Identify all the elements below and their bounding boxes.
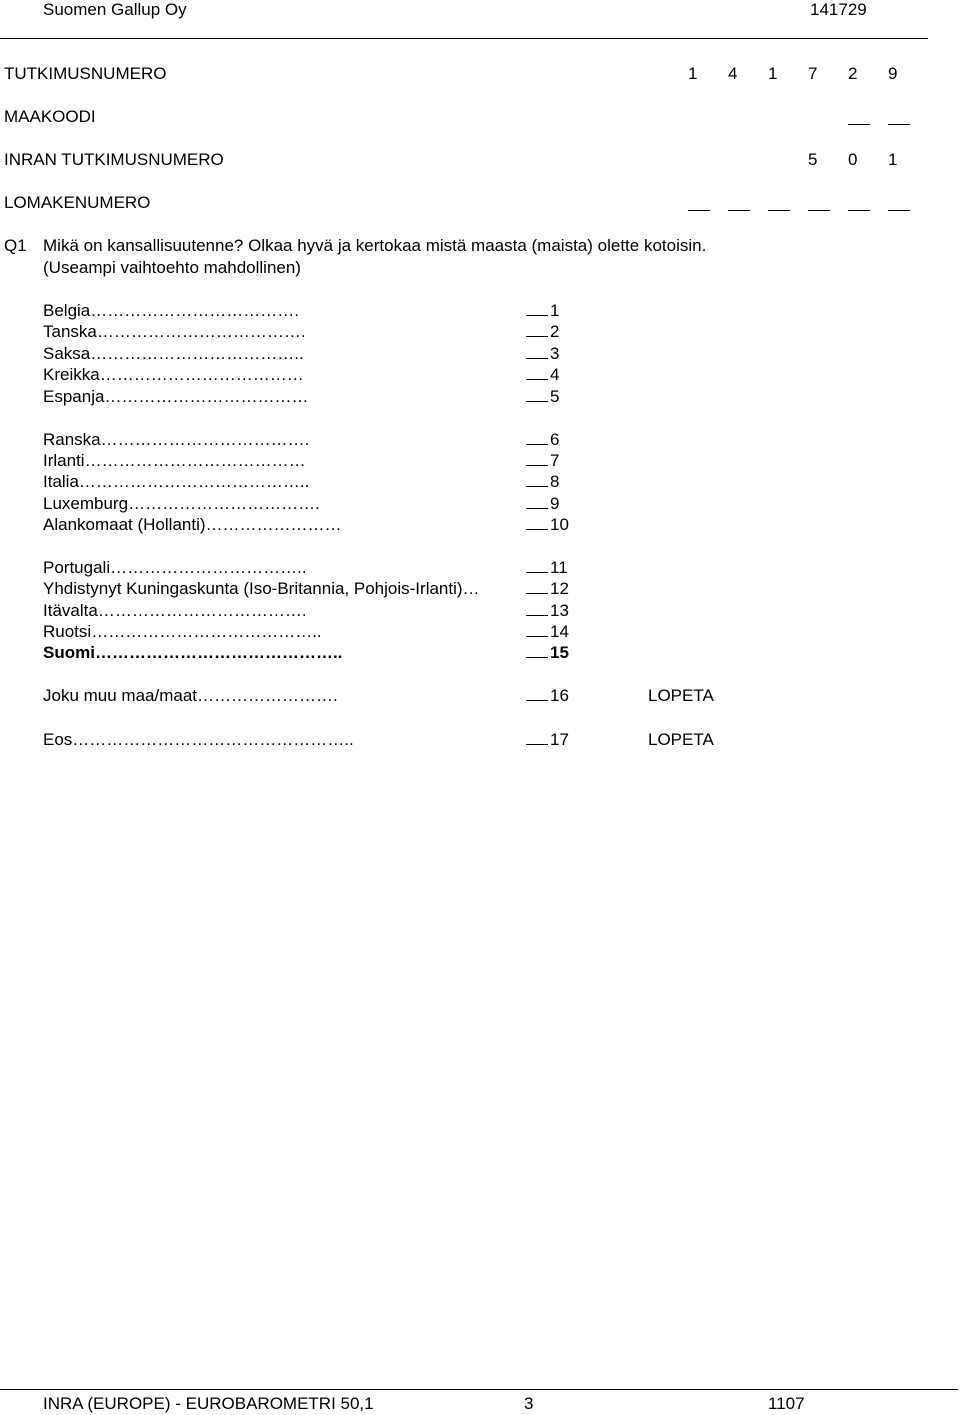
form-number-label: LOMAKENUMERO (4, 193, 151, 212)
option-dots: ……………………………… (104, 387, 309, 406)
option-row[interactable] (43, 494, 320, 514)
answer-blank[interactable] (526, 622, 548, 637)
option-code[interactable]: 7 (526, 451, 559, 471)
option-code[interactable]: 9 (526, 494, 559, 514)
form-number-blank[interactable] (728, 210, 750, 211)
option-code[interactable]: 6 (526, 430, 559, 450)
study-digit: 9 (888, 64, 898, 83)
option-dots: ……………………………. (128, 494, 320, 513)
option-row[interactable] (43, 686, 338, 706)
option-label: Saksa (43, 344, 91, 363)
option-dots: ………………………………… (84, 451, 306, 470)
answer-blank[interactable] (526, 344, 548, 359)
option-label: Italia (43, 472, 79, 491)
skip-instruction: LOPETA (648, 730, 714, 749)
answer-blank[interactable] (526, 494, 548, 509)
option-dots: ……………………………… (99, 365, 304, 384)
option-dots: ………………………………. (100, 430, 310, 449)
option-code[interactable]: 15 (526, 643, 569, 663)
option-dots: ………………………………….. (78, 472, 310, 491)
option-label: Belgia (43, 301, 91, 320)
option-label: Luxemburg (43, 494, 129, 513)
option-code[interactable]: 16 (526, 686, 569, 706)
option-dots: ……………………………….. (90, 344, 304, 363)
option-row[interactable] (43, 601, 307, 621)
option-label: Ruotsi (43, 622, 92, 641)
option-dots: ………………………………. (90, 301, 299, 320)
country-code-blank[interactable] (848, 124, 870, 125)
footer-rule (0, 1389, 958, 1390)
option-code[interactable]: 2 (526, 322, 559, 342)
option-dots: ……………………. (197, 686, 338, 705)
company-name: Suomen Gallup Oy (43, 0, 187, 19)
option-label: Suomi (43, 643, 95, 662)
option-label: Joku muu maa/maat (43, 686, 198, 705)
study-number-label: TUTKIMUSNUMERO (4, 64, 167, 83)
option-label: Alankomaat (Hollanti) (43, 515, 206, 534)
study-digit: 2 (848, 64, 858, 83)
footer-title: INRA (EUROPE) - EUROBAROMETRI 50,1 (43, 1394, 374, 1413)
option-code[interactable]: 8 (526, 472, 559, 492)
question-id: Q1 (4, 236, 27, 255)
answer-blank[interactable] (526, 601, 548, 616)
answer-blank[interactable] (526, 686, 548, 701)
option-code[interactable]: 10 (526, 515, 569, 535)
option-code[interactable]: 1 (526, 301, 559, 321)
option-label: Eos (43, 730, 73, 749)
option-row[interactable] (43, 643, 342, 663)
option-row[interactable] (43, 451, 306, 471)
option-dots: ………………………………. (97, 601, 307, 620)
form-number-blank[interactable] (848, 210, 870, 211)
study-digit: 4 (728, 64, 738, 83)
option-code[interactable]: 13 (526, 601, 569, 621)
page-number: 3 (524, 1394, 534, 1413)
form-number-blank[interactable] (888, 210, 910, 211)
option-code[interactable]: 5 (526, 387, 559, 407)
option-label: Espanja (43, 387, 105, 406)
option-code[interactable]: 3 (526, 344, 559, 364)
option-label: Kreikka (43, 365, 100, 384)
option-row[interactable] (43, 322, 306, 342)
footer-code: 1107 (768, 1394, 805, 1413)
option-row[interactable] (43, 579, 480, 599)
question-note: (Useampi vaihtoehto mahdollinen) (43, 258, 301, 277)
option-code[interactable]: 17 (526, 730, 569, 750)
answer-blank[interactable] (526, 558, 548, 573)
answer-blank[interactable] (526, 301, 548, 316)
option-dots: … (462, 579, 480, 598)
option-code[interactable]: 4 (526, 365, 559, 385)
option-code[interactable]: 11 (526, 558, 568, 578)
form-number-blank[interactable] (808, 210, 830, 211)
option-row[interactable] (43, 622, 322, 642)
answer-blank[interactable] (526, 515, 548, 530)
option-label: Yhdistynyt Kuningaskunta (Iso-Britannia, Pohjois-Irlanti) (43, 579, 463, 598)
option-dots: ………………………………………….. (72, 730, 354, 749)
form-number-blank[interactable] (768, 210, 790, 211)
option-dots: ………………………………. (96, 322, 306, 341)
header-number: 141729 (810, 0, 867, 19)
inra-digit: 1 (888, 150, 898, 169)
answer-blank[interactable] (526, 643, 548, 658)
country-code-label: MAAKOODI (4, 107, 96, 126)
inra-digit: 5 (808, 150, 818, 169)
answer-blank[interactable] (526, 430, 548, 445)
option-label: Itävalta (43, 601, 98, 620)
option-dots: …………………………………….. (94, 643, 343, 662)
study-digit: 1 (688, 64, 698, 83)
option-label: Irlanti (43, 451, 85, 470)
form-number-blank[interactable] (688, 210, 710, 211)
option-row[interactable] (43, 365, 304, 385)
inra-number-label: INRAN TUTKIMUSNUMERO (4, 150, 224, 169)
option-row[interactable] (43, 558, 307, 578)
option-dots: …………………… (205, 515, 342, 534)
study-digit: 1 (768, 64, 778, 83)
option-label: Tanska (43, 322, 97, 341)
question-text: Mikä on kansallisuutenne? Olkaa hyvä ja kertokaa mistä maasta (maista) olette kotoisin. (43, 236, 707, 255)
header-rule (0, 38, 928, 39)
option-row[interactable] (43, 430, 309, 450)
option-dots: ………………………………….. (91, 622, 322, 641)
skip-instruction: LOPETA (648, 686, 714, 705)
option-dots: …………………………….. (110, 558, 307, 577)
option-label: Ranska (43, 430, 101, 449)
answer-blank[interactable] (526, 322, 548, 337)
option-code[interactable]: 14 (526, 622, 569, 642)
option-row[interactable] (43, 730, 354, 750)
answer-blank[interactable] (526, 387, 548, 402)
answer-blank[interactable] (526, 451, 548, 466)
answer-blank[interactable] (526, 472, 548, 487)
option-code[interactable]: 12 (526, 579, 569, 599)
answer-blank[interactable] (526, 579, 548, 594)
option-row[interactable] (43, 387, 308, 407)
option-row[interactable] (43, 515, 342, 535)
option-row[interactable] (43, 344, 304, 364)
country-code-blank[interactable] (888, 124, 910, 125)
answer-blank[interactable] (526, 730, 548, 745)
inra-digit: 0 (848, 150, 858, 169)
option-row[interactable] (43, 301, 299, 321)
study-digit: 7 (808, 64, 818, 83)
option-label: Portugali (43, 558, 111, 577)
option-row[interactable] (43, 472, 309, 492)
answer-blank[interactable] (526, 365, 548, 380)
